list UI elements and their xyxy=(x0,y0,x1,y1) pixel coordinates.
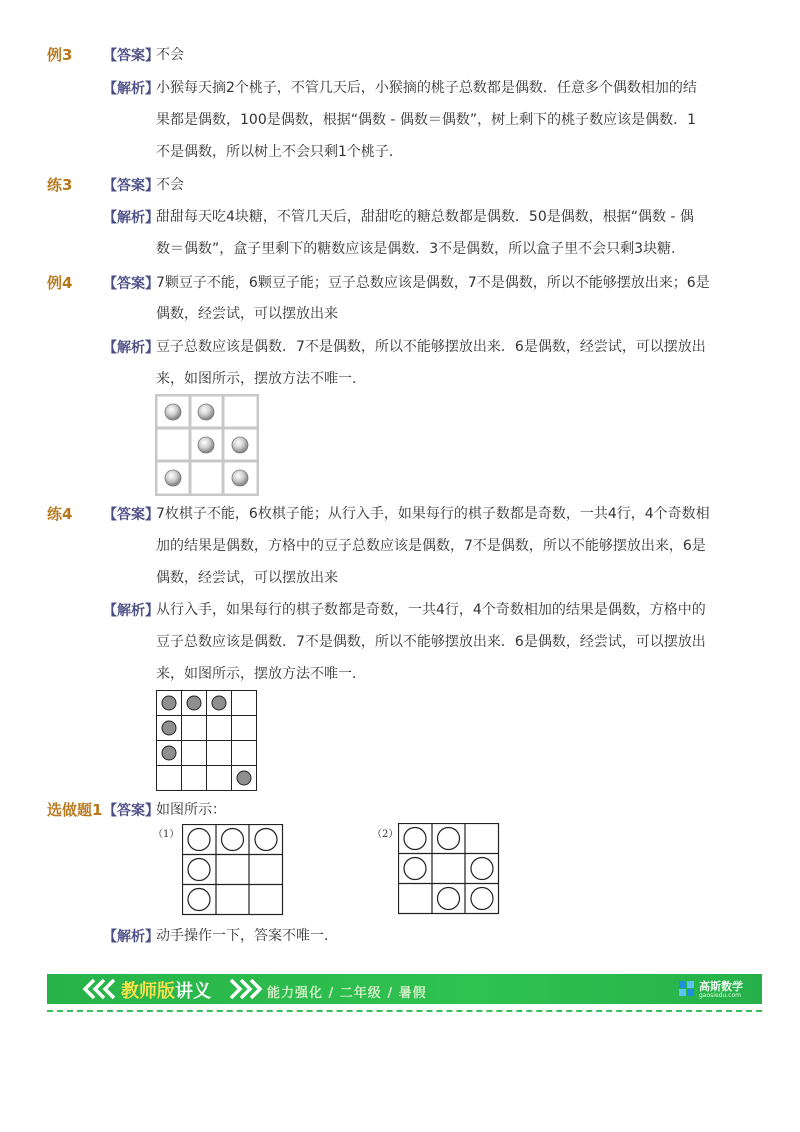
answer-label: 【答案】 xyxy=(103,276,159,292)
optional-figure-1 xyxy=(182,824,284,916)
answer-line: 7枚棋子不能，6枚棋子能；从行入手，如果每行的棋子数都是奇数，一共4行，4个奇数相 xyxy=(156,506,710,522)
figure-2-label: （2） xyxy=(372,829,399,840)
analysis-line: 来，如图所示，摆放方法不唯一． xyxy=(156,371,366,387)
analysis-line: 豆子总数应该是偶数．7不是偶数，所以不能够摆放出来．6是偶数，经尝试，可以摆放出 xyxy=(156,634,706,650)
piece xyxy=(212,696,226,710)
analysis-line: 不是偶数，所以树上不会只剩1个桃子． xyxy=(156,144,403,160)
piece xyxy=(162,721,176,735)
bead xyxy=(198,437,214,453)
analysis-line: 数＝偶数”，盒子里剩下的糖数应该是偶数．3不是偶数，所以盒子里不会只剩3块糖． xyxy=(156,241,686,257)
answer-label: 【答案】 xyxy=(103,48,159,64)
footer-dashed-divider xyxy=(47,1010,762,1012)
piece xyxy=(162,696,176,710)
analysis-label: 【解析】 xyxy=(103,340,159,356)
example-4-bead-grid xyxy=(155,394,259,496)
example-4-tag: 例4 xyxy=(47,274,73,292)
analysis-line: 豆子总数应该是偶数．7不是偶数，所以不能够摆放出来．6是偶数，经尝试，可以摆放出 xyxy=(156,339,706,355)
optional-1-tag: 选做题1 xyxy=(47,801,103,819)
footer-title-b: 讲义 xyxy=(175,981,211,1002)
analysis-line: 小猴每天摘2个桃子，不管几天后，小猴摘的桃子总数都是偶数．任意多个偶数相加的结 xyxy=(156,80,697,96)
bead xyxy=(198,404,214,420)
analysis-label: 【解析】 xyxy=(103,603,159,619)
answer-line: 7颗豆子不能，6颗豆子能；豆子总数应该是偶数，7不是偶数，所以不能够摆放出来；6是 xyxy=(156,275,710,291)
practice-4-tag: 练4 xyxy=(47,505,73,523)
footer-title-a: 教师版 xyxy=(121,981,175,1002)
analysis-line: 来，如图所示，摆放方法不唯一． xyxy=(156,666,366,682)
analysis-line: 从行入手，如果每行的棋子数都是奇数，一共4行，4个奇数相加的结果是偶数，方格中的 xyxy=(156,602,706,618)
footer-title xyxy=(121,977,211,1003)
answer-label: 【答案】 xyxy=(103,803,159,819)
logo-text: 高斯数学 xyxy=(699,980,743,993)
bead xyxy=(165,404,181,420)
analysis-label: 【解析】 xyxy=(103,210,159,226)
piece xyxy=(187,696,201,710)
footer-banner xyxy=(47,974,762,1004)
bead xyxy=(232,437,248,453)
analysis-text: 动手操作一下，答案不唯一． xyxy=(156,928,338,944)
analysis-line: 果都是偶数，100是偶数，根据“偶数 - 偶数＝偶数”，树上剩下的桃子数应该是偶数．1 xyxy=(156,112,697,128)
answer-line: 偶数，经尝试，可以摆放出来 xyxy=(156,570,338,586)
answer-label: 【答案】 xyxy=(103,507,159,523)
analysis-label: 【解析】 xyxy=(103,929,159,945)
analysis-line: 甜甜每天吃4块糖，不管几天后，甜甜吃的糖总数都是偶数．50是偶数，根据“偶数 - 偶 xyxy=(156,209,694,225)
example-3-tag: 例3 xyxy=(47,46,73,64)
answer-text: 不会 xyxy=(156,47,184,63)
chevron-right-icon xyxy=(225,978,265,1000)
piece xyxy=(162,746,176,760)
logo-icon xyxy=(677,979,697,999)
piece xyxy=(237,771,251,785)
answer-label: 【答案】 xyxy=(103,178,159,194)
answer-text: 不会 xyxy=(156,177,184,193)
practice-4-piece-grid xyxy=(156,690,258,792)
figure-1-label: （1） xyxy=(153,829,180,840)
practice-3-tag: 练3 xyxy=(47,176,73,194)
answer-line: 偶数，经尝试，可以摆放出来 xyxy=(156,306,338,322)
bead xyxy=(232,470,248,486)
answer-line: 加的结果是偶数，方格中的豆子总数应该是偶数，7不是偶数，所以不能够摆放出来，6是 xyxy=(156,538,706,554)
answer-text: 如图所示： xyxy=(156,802,226,818)
analysis-label: 【解析】 xyxy=(103,81,159,97)
optional-figure-2 xyxy=(398,823,500,915)
chevron-left-icon xyxy=(80,978,120,1000)
bead xyxy=(165,470,181,486)
footer-subtitle: 能力强化 / 二年级 / 暑假 xyxy=(267,986,427,1001)
logo-url: gaosiedu.com xyxy=(699,992,741,999)
